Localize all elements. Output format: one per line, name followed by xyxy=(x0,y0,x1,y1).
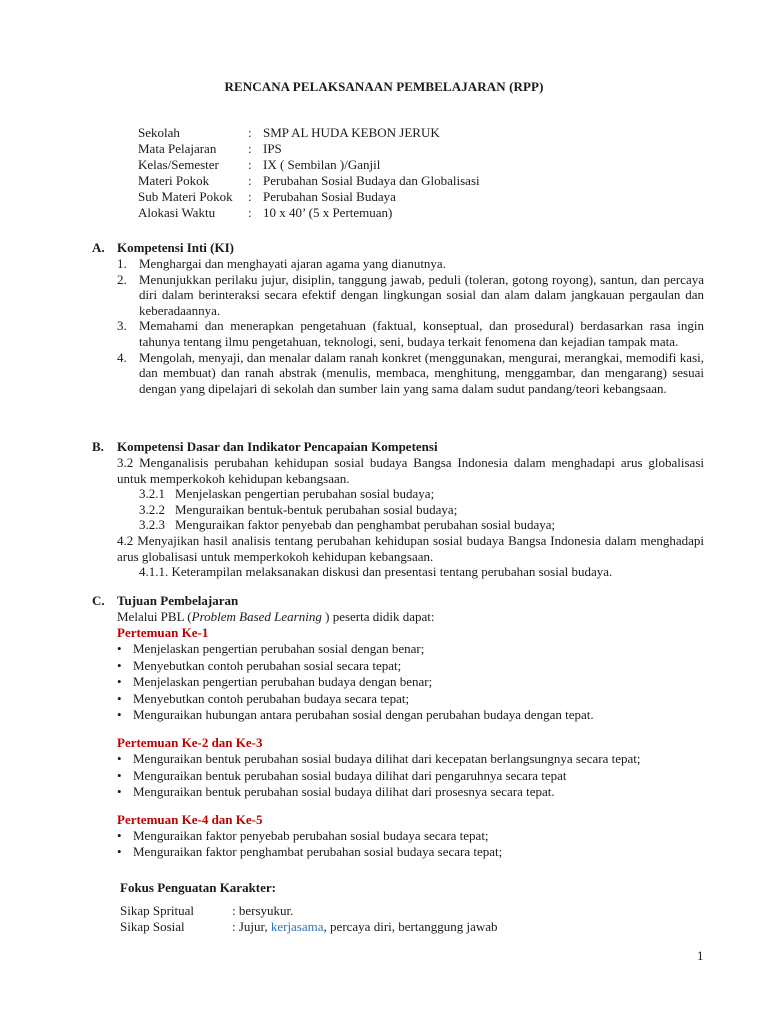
bullet-icon: • xyxy=(117,690,122,706)
kd-4-2-indicator: 4.1.1. Keterampilan melaksanakan diskusi dan presentasi tentang perubahan sosial budaya. xyxy=(139,564,613,580)
indicator-item: 3.2.1 Menjelaskan pengertian perubahan sosial budaya; xyxy=(139,486,435,502)
ki-item: 4. Mengolah, menyaji, dan menalar dalam ranah konkret (menggunakan, mengurai, merangkai, memodifi kasi, dan membuat) dan ranah abstrak (menulis, membaca, menghitung, menggambar, dan mengarang) sesuai dengan yang dipelajari di sekolah dan sumber lain yang sama dalam sudut pandang/teori kebangsaan. xyxy=(117,349,704,396)
objective-item: • Menguraikan bentuk perubahan sosial budaya dilihat dari kecepatan berlangsungnya secara tepat; xyxy=(117,750,641,766)
kd-3-2: 3.2 Menganalisis perubahan kehidupan sosial budaya Bangsa Indonesia dalam menghadapi arus globalisasi untuk memperkokoh kehidupan kebangsaan. xyxy=(117,455,704,486)
identity-row xyxy=(138,157,480,173)
identity-label: Alokasi Waktu xyxy=(138,205,216,220)
bullet-icon: • xyxy=(117,827,122,843)
kd-4-2: 4.2 Menyajikan hasil analisis tentang perubahan kehidupan sosial budaya Bangsa Indonesia dalam menghadapi arus globalisasi untuk memperkokoh kehidupan kebangsaan. xyxy=(117,532,704,564)
indicator-item: 3.2.3 Menguraikan faktor penyebab dan penghambat perubahan sosial budaya; xyxy=(139,517,556,533)
bullet-icon: • xyxy=(117,767,122,783)
objective-list xyxy=(117,828,704,861)
identity-value: Perubahan Sosial Budaya xyxy=(263,189,396,204)
objective-list xyxy=(117,751,704,801)
identity-table xyxy=(138,125,480,221)
identity-value: IPS xyxy=(263,141,282,156)
ki-item: 2. Menunjukkan perilaku jujur, disiplin, tanggung jawab, peduli (toleran, gotong royong), santun, dan percaya diri dalam berinteraksi secara efektif dengan lingkungan sosial dan alam dalam jangkauan pergaulan dan keberadaannya. xyxy=(117,271,704,318)
identity-row xyxy=(138,141,480,157)
identity-label: Sub Materi Pokok xyxy=(138,189,233,204)
objective-item: • Menguraikan hubungan antara perubahan sosial dengan perubahan budaya dengan tepat. xyxy=(117,707,594,723)
identity-label: Mata Pelajaran xyxy=(138,141,217,156)
sikap-sosial-row: Sikap Sosial : Jujur, kerjasama, percaya diri, bertanggung jawab xyxy=(120,918,498,934)
tujuan-intro: Melalui PBL (Problem Based Learning ) peserta didik dapat: xyxy=(117,609,435,624)
section-b-heading: B. Kompetensi Dasar dan Indikator Pencapaian Kompetensi xyxy=(92,439,438,454)
ki-item: 1. Menghargai dan menghayati ajaran agama yang dianutnya. xyxy=(117,256,446,271)
objective-item: • Menguraikan faktor penghambat perubahan sosial budaya secara tepat; xyxy=(117,844,503,860)
objective-item: • Menjelaskan pengertian perubahan sosial dengan benar; xyxy=(117,641,425,656)
bullet-icon: • xyxy=(117,750,122,766)
pertemuan-group xyxy=(92,812,704,861)
identity-row xyxy=(138,189,480,205)
section-c-heading: C. Tujuan Pembelajaran xyxy=(92,593,239,608)
bullet-icon: • xyxy=(117,657,122,673)
identity-label: Kelas/Semester xyxy=(138,157,219,172)
pertemuan-title: Pertemuan Ke-2 dan Ke-3 xyxy=(117,734,263,750)
ki-item: 3. Memahami dan menerapkan pengetahuan (faktual, konseptual, dan prosedural) berdasarkan rasa ingin tahunya tentang ilmu pengetahuan, teknologi, seni, budaya terkait fenomena dan kejadian tampak mata. xyxy=(117,318,704,349)
indicator-item: 3.2.2 Menguraikan bentuk-bentuk perubahan sosial budaya; xyxy=(139,501,458,517)
identity-row xyxy=(138,173,480,189)
pertemuan-groups xyxy=(92,625,704,861)
identity-value: 10 x 40’ (5 x Pertemuan) xyxy=(263,205,393,220)
objective-item: • Menjelaskan pengertian perubahan budaya dengan benar; xyxy=(117,674,433,690)
fokus-title: Fokus Penguatan Karakter: xyxy=(120,880,276,895)
objective-item: • Menyebutkan contoh perubahan sosial secara tepat; xyxy=(117,657,402,673)
ki-list xyxy=(92,256,704,396)
pertemuan-group xyxy=(92,735,704,801)
section-b xyxy=(92,439,704,580)
identity-value: Perubahan Sosial Budaya dan Globalisasi xyxy=(263,173,480,188)
objective-item: • Menguraikan faktor penyebab perubahan sosial budaya secara tepat; xyxy=(117,827,489,843)
pertemuan-title: Pertemuan Ke-4 dan Ke-5 xyxy=(117,811,263,827)
identity-value: SMP AL HUDA KEBON JERUK xyxy=(263,125,440,140)
identity-colon: : xyxy=(248,189,252,204)
sikap-table xyxy=(120,903,498,934)
identity-label: Materi Pokok xyxy=(138,173,210,188)
kd-3-2-indicators xyxy=(92,486,704,533)
identity-colon: : xyxy=(248,205,252,220)
bullet-icon: • xyxy=(117,641,122,656)
identity-label: Sekolah xyxy=(138,125,180,140)
identity-colon: : xyxy=(248,141,252,156)
bullet-icon: • xyxy=(117,707,122,723)
pertemuan-title: Pertemuan Ke-1 xyxy=(117,625,209,640)
objective-item: • Menguraikan bentuk perubahan sosial budaya dilihat dari prosesnya secara tepat. xyxy=(117,784,555,800)
identity-row xyxy=(138,205,480,221)
page-title: RENCANA PELAKSANAAN PEMBELAJARAN (RPP) xyxy=(224,79,544,94)
bullet-icon: • xyxy=(117,674,122,690)
section-a xyxy=(92,240,704,396)
identity-colon: : xyxy=(248,125,252,140)
identity-value: IX ( Sembilan )/Ganjil xyxy=(263,157,381,172)
objective-item: • Menguraikan bentuk perubahan sosial budaya dilihat dari pengaruhnya secara tepat xyxy=(117,767,567,783)
pertemuan-group xyxy=(92,625,704,724)
identity-colon: : xyxy=(248,173,252,188)
page-number: 1 xyxy=(697,948,704,963)
section-c xyxy=(92,593,704,861)
sikap-spiritual-row: Sikap Spritual : bersyukur. xyxy=(120,903,294,918)
identity-row xyxy=(138,125,480,141)
objective-list xyxy=(117,641,704,724)
identity-colon: : xyxy=(248,157,252,172)
section-a-heading: A. Kompetensi Inti (KI) xyxy=(92,240,234,255)
bullet-icon: • xyxy=(117,844,122,860)
kerjasama-link[interactable]: kerjasama xyxy=(270,918,324,934)
objective-item: • Menyebutkan contoh perubahan budaya secara tepat; xyxy=(117,690,410,706)
bullet-icon: • xyxy=(117,784,122,800)
